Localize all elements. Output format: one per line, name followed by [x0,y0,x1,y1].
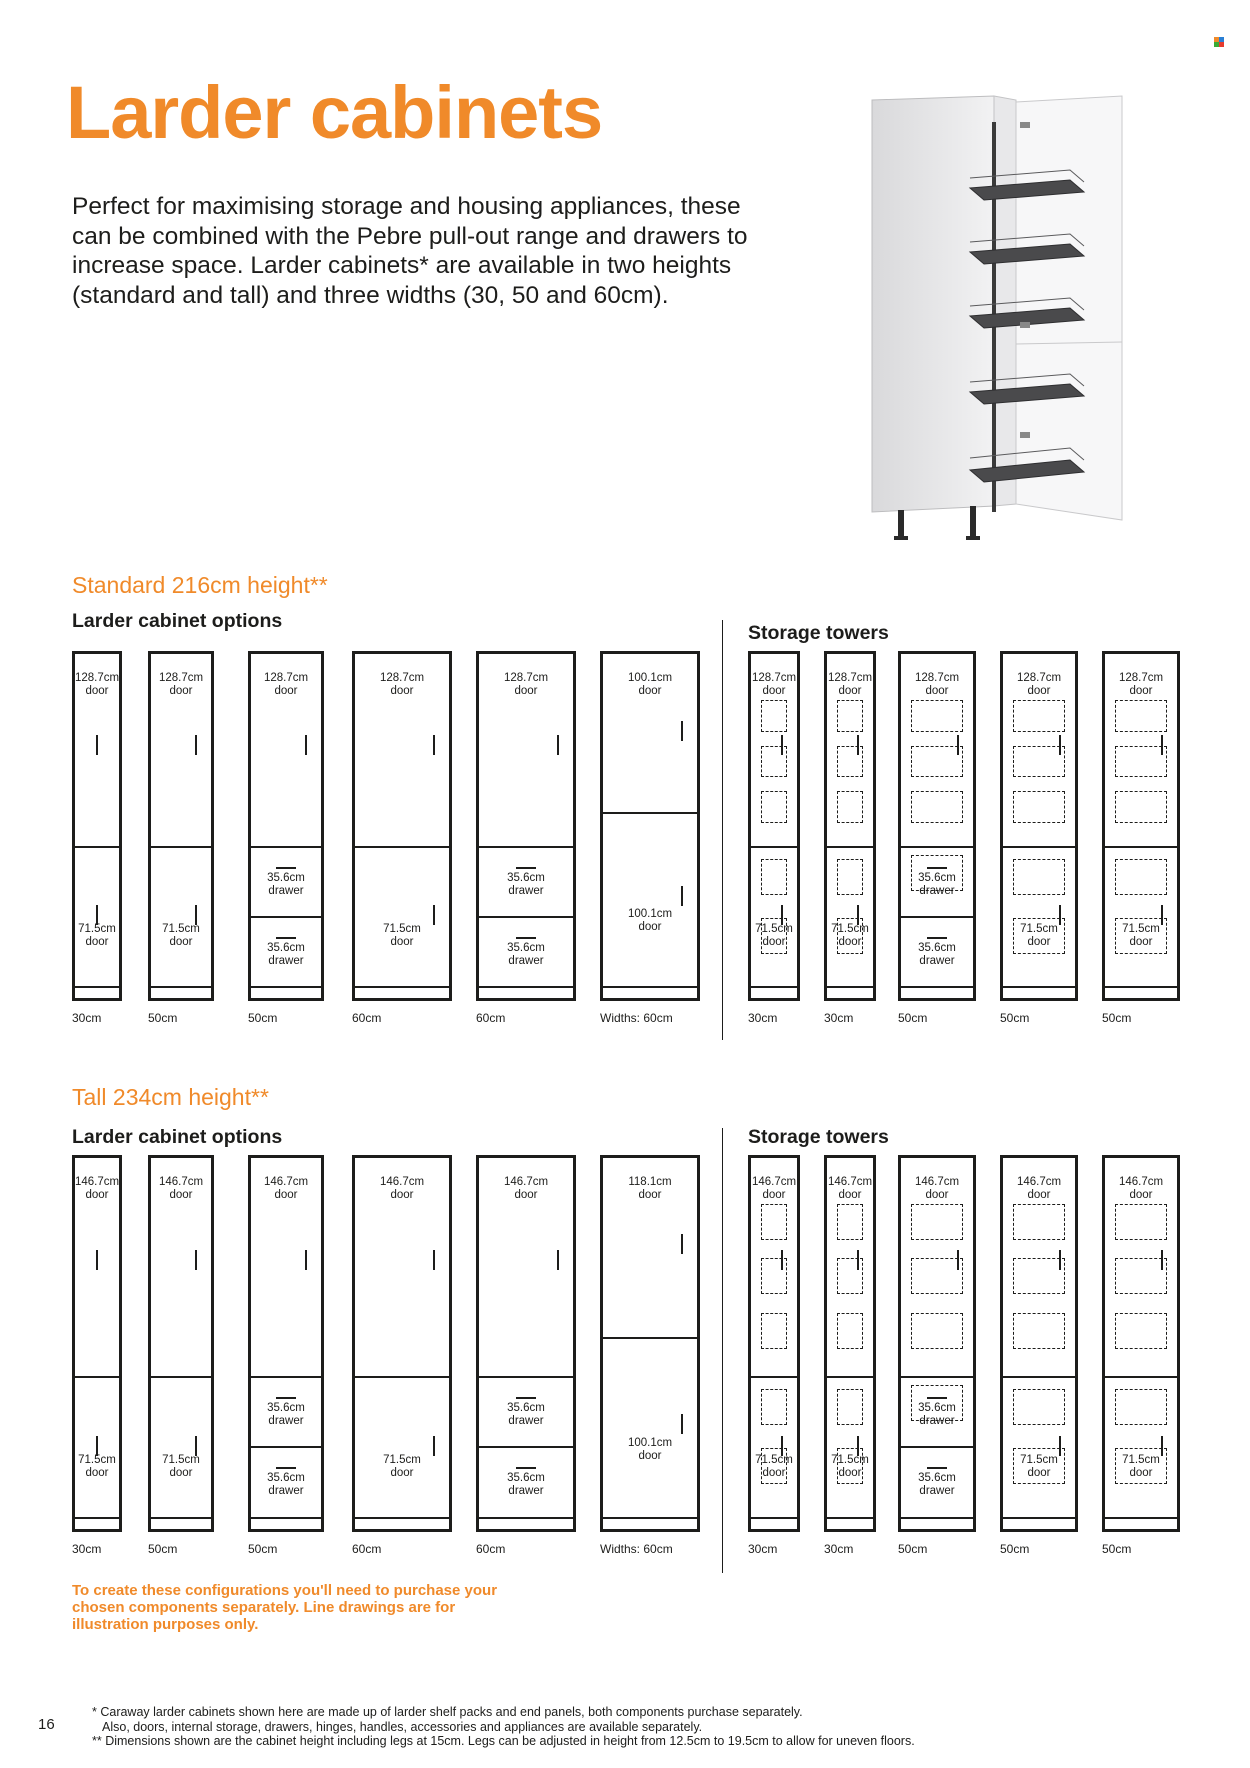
section-label: 35.6cm drawer [507,871,545,897]
section-label: 71.5cm door [78,923,116,949]
width-label: 60cm [476,1542,506,1556]
plinth-line [1003,1517,1075,1519]
section-divider [603,1337,697,1339]
internal-basket [911,855,963,891]
section-divider [1003,846,1075,848]
plinth-line [603,986,697,988]
plinth-line [751,986,797,988]
plinth-line [827,986,873,988]
section-label: 35.6cm drawer [918,1471,956,1497]
door-handle [195,1250,197,1270]
tall.towers-cabinet [1102,1155,1180,1532]
section-label: 128.7cm door [263,672,309,697]
plinth-line [75,1517,119,1519]
internal-basket [911,700,963,732]
internal-basket [1115,746,1167,778]
plinth-line [827,1517,873,1519]
section-divider [75,1376,119,1378]
section-label: 128.7cm door [379,672,425,697]
plinth-line [479,1517,573,1519]
internal-basket [1115,1448,1167,1484]
section-divider [355,846,449,848]
plinth-line [901,1517,973,1519]
door-handle [195,1436,197,1456]
internal-basket [1115,1204,1167,1240]
width-label: 50cm [1102,1542,1132,1556]
section-divider [827,1376,873,1378]
section-label: 128.7cm door [158,672,204,697]
section-label: 146.7cm door [263,1176,309,1201]
section-divider [251,846,321,848]
internal-basket [761,1448,787,1484]
plinth-line [1105,986,1177,988]
internal-basket [837,1389,863,1425]
internal-basket [837,918,863,954]
door-handle [195,905,197,925]
plinth-line [901,986,973,988]
section-label: 146.7cm door [914,1176,960,1201]
door-handle [96,1250,98,1270]
section-label: 71.5cm door [755,1454,793,1479]
internal-basket [1115,791,1167,823]
door-handle [681,1414,683,1434]
drawer-handle [276,1397,296,1399]
section-label: 71.5cm door [162,923,200,949]
footnote-2: ** Dimensions shown are the cabinet height including legs at 15cm. Legs can be adjusted in height from 12.5cm to 19.5cm to allow for uneven floors. [92,1734,915,1748]
section-label: 146.7cm door [1118,1176,1164,1201]
plinth-line [479,986,573,988]
section-label: 35.6cm drawer [918,1401,956,1427]
tall.towers-cabinet [748,1155,800,1532]
internal-basket [1115,700,1167,732]
section-label: 128.7cm door [751,672,797,697]
footnote-1: * Caraway larder cabinets shown here are made up of larder shelf packs and end panels, both components purchase separately. [92,1705,803,1719]
width-label: 30cm [72,1011,102,1025]
internal-basket [761,1258,787,1294]
internal-basket [837,859,863,895]
internal-basket [911,791,963,823]
width-label: 30cm [824,1011,854,1025]
page-title: Larder cabinets [66,71,603,154]
section-divider [751,846,797,848]
width-label: 30cm [748,1542,778,1556]
door-handle [433,735,435,755]
width-label: 50cm [248,1542,278,1556]
section-divider [751,1376,797,1378]
internal-basket [911,1258,963,1294]
door-handle [96,1436,98,1456]
drawer-handle [516,937,536,939]
door-handle [433,1250,435,1270]
width-label: Widths: 60cm [600,1542,673,1556]
plinth-line [751,1517,797,1519]
section-label: 100.1cm door [627,1437,673,1462]
tall.larder-cabinet [72,1155,122,1532]
door-handle [305,735,307,755]
internal-basket [911,746,963,778]
brand-mark-icon [1214,34,1224,52]
drawer-handle [516,867,536,869]
internal-basket [1013,1448,1065,1484]
door-handle [557,735,559,755]
section-divider [827,846,873,848]
internal-basket [1013,791,1065,823]
section-divider [151,1376,211,1378]
plinth-line [151,986,211,988]
section-divider [1105,1376,1177,1378]
section-divider [1003,1376,1075,1378]
section-label: 35.6cm drawer [918,871,956,897]
width-label: 60cm [476,1011,506,1025]
width-label: 60cm [352,1542,382,1556]
section-divider [901,846,973,848]
door-handle [681,1234,683,1254]
door-handle [433,1436,435,1456]
section-label: 146.7cm door [751,1176,797,1201]
section-divider [251,1446,321,1448]
plinth-line [151,1517,211,1519]
internal-basket [761,1313,787,1349]
section-label: 71.5cm door [831,923,869,949]
intro-paragraph: Perfect for maximising storage and housing appliances, these can be combined with the Pebre pull-out range and drawers to increase space. Larder cabinets* are available in two heights (standard and tall) and three widths (30, 50 and 60cm). [72,193,748,309]
internal-basket [911,1313,963,1349]
tall-towers-heading: Storage towers [748,1126,889,1148]
internal-basket [1013,1258,1065,1294]
internal-basket [761,1204,787,1240]
tall-larder-heading: Larder cabinet options [72,1126,283,1148]
width-label: 50cm [898,1011,928,1025]
door-handle [96,735,98,755]
standard.towers-cabinet [748,651,800,1001]
plinth-line [355,986,449,988]
plinth-line [1003,986,1075,988]
internal-basket [1115,918,1167,954]
internal-basket [911,1385,963,1421]
internal-basket [1013,1389,1065,1425]
drawer-handle [276,1467,296,1469]
door-handle [195,735,197,755]
tall.larder-cabinet [600,1155,700,1532]
internal-basket [1013,1313,1065,1349]
footnote-1b: Also, doors, internal storage, drawers, hinges, handles, accessories and appliances are available separately. [102,1719,703,1734]
standard.larder-cabinet [248,651,324,1001]
section-divider [603,812,697,814]
section-label: 71.5cm door [831,1454,869,1479]
width-label: 50cm [1000,1542,1030,1556]
standard-divider [722,620,723,1040]
drawer-handle [927,937,947,939]
tall.larder-cabinet [476,1155,576,1532]
plinth-line [355,1517,449,1519]
section-label: 100.1cm door [627,672,673,697]
width-label: 30cm [824,1542,854,1556]
section-divider [901,1376,973,1378]
width-label: 30cm [72,1542,102,1556]
drawer-handle [927,1467,947,1469]
internal-basket [911,1204,963,1240]
section-divider [75,846,119,848]
tall-section-title: Tall 234cm height** [72,1084,269,1110]
section-label: 35.6cm drawer [267,1471,305,1497]
section-label: 128.7cm door [75,672,120,697]
section-divider [1105,846,1177,848]
standard.towers-cabinet [898,651,976,1001]
tall.towers-cabinet [824,1155,876,1532]
internal-basket [1013,746,1065,778]
section-label: 146.7cm door [75,1176,120,1201]
internal-basket [837,1448,863,1484]
internal-basket [761,746,787,778]
section-label: 71.5cm door [78,1454,116,1479]
tall.towers-cabinet [1000,1155,1078,1532]
internal-basket [1013,1204,1065,1240]
internal-basket [761,791,787,823]
section-label: 146.7cm door [158,1176,204,1201]
plinth-line [1105,1517,1177,1519]
internal-basket [1115,1258,1167,1294]
section-label: 35.6cm drawer [507,941,545,967]
width-label: Widths: 60cm [600,1011,673,1025]
door-handle [681,886,683,906]
section-divider [251,1376,321,1378]
purchase-note: To create these configurations you'll need to purchase your chosen components separately. Line drawings are for illustration purposes only. [72,1582,498,1633]
section-label: 146.7cm door [827,1176,873,1201]
standard-towers-heading: Storage towers [748,622,889,644]
plinth-line [603,1517,697,1519]
tall.larder-cabinet [148,1155,214,1532]
door-handle [305,1250,307,1270]
internal-basket [761,859,787,895]
section-label: 128.7cm door [914,672,960,697]
section-label: 128.7cm door [503,672,549,697]
door-handle [96,905,98,925]
standard.towers-cabinet [1000,651,1078,1001]
section-label: 71.5cm door [383,923,421,949]
section-label: 128.7cm door [1016,672,1062,697]
internal-basket [1115,1313,1167,1349]
section-label: 71.5cm door [1122,1454,1160,1479]
section-label: 35.6cm drawer [267,1401,305,1427]
section-divider [479,1446,573,1448]
door-handle [681,721,683,741]
section-label: 35.6cm drawer [918,941,956,967]
internal-basket [1115,859,1167,895]
section-label: 35.6cm drawer [267,941,305,967]
section-divider [151,846,211,848]
section-label: 71.5cm door [383,1454,421,1479]
drawer-handle [276,937,296,939]
larder-pull-out-photo [870,92,1130,577]
standard-larder-heading: Larder cabinet options [72,610,283,632]
section-label: 118.1cm door [628,1176,672,1201]
internal-basket [1013,859,1065,895]
section-label: 71.5cm door [1020,1454,1058,1479]
door-handle [557,1250,559,1270]
internal-basket [1013,918,1065,954]
internal-basket [761,918,787,954]
page-number: 16 [38,1716,55,1733]
section-label: 146.7cm door [1016,1176,1062,1201]
section-label: 146.7cm door [503,1176,549,1201]
drawer-handle [516,1467,536,1469]
width-label: 50cm [148,1011,178,1025]
door-handle [433,905,435,925]
section-divider [901,916,973,918]
internal-basket [837,791,863,823]
section-label: 35.6cm drawer [267,871,305,897]
tall.larder-cabinet [248,1155,324,1532]
tall.towers-cabinet [898,1155,976,1532]
section-label: 100.1cm door [627,908,673,934]
section-divider [479,1376,573,1378]
standard.larder-cabinet [72,651,122,1001]
internal-basket [761,700,787,732]
width-label: 30cm [748,1011,778,1025]
internal-basket [837,1258,863,1294]
section-label: 71.5cm door [755,923,793,949]
footnotes [92,1705,1012,1749]
standard.larder-cabinet [148,651,214,1001]
section-divider [479,846,573,848]
standard.towers-cabinet [824,651,876,1001]
internal-basket [1013,700,1065,732]
section-label: 128.7cm door [827,672,873,697]
standard.larder-cabinet [476,651,576,1001]
plinth-line [251,1517,321,1519]
section-label: 71.5cm door [1020,923,1058,949]
section-label: 71.5cm door [1122,923,1160,949]
internal-basket [837,1313,863,1349]
width-label: 50cm [1102,1011,1132,1025]
width-label: 50cm [1000,1011,1030,1025]
section-divider [251,916,321,918]
internal-basket [837,746,863,778]
section-divider [901,1446,973,1448]
width-label: 50cm [898,1542,928,1556]
internal-basket [1115,1389,1167,1425]
internal-basket [761,1389,787,1425]
standard-section-title: Standard 216cm height** [72,572,328,598]
section-divider [479,916,573,918]
standard.towers-cabinet [1102,651,1180,1001]
width-label: 60cm [352,1011,382,1025]
drawer-handle [276,867,296,869]
section-label: 35.6cm drawer [507,1471,545,1497]
section-divider [355,1376,449,1378]
drawer-handle [516,1397,536,1399]
section-label: 35.6cm drawer [507,1401,545,1427]
section-label: 128.7cm door [1118,672,1164,697]
internal-basket [837,700,863,732]
width-label: 50cm [248,1011,278,1025]
standard.larder-cabinet [352,651,452,1001]
standard.larder-cabinet [600,651,700,1001]
section-label: 146.7cm door [379,1176,425,1201]
tall-divider [722,1128,723,1573]
plinth-line [75,986,119,988]
internal-basket [837,1204,863,1240]
section-label: 71.5cm door [162,1454,200,1479]
width-label: 50cm [148,1542,178,1556]
tall.larder-cabinet [352,1155,452,1532]
plinth-line [251,986,321,988]
